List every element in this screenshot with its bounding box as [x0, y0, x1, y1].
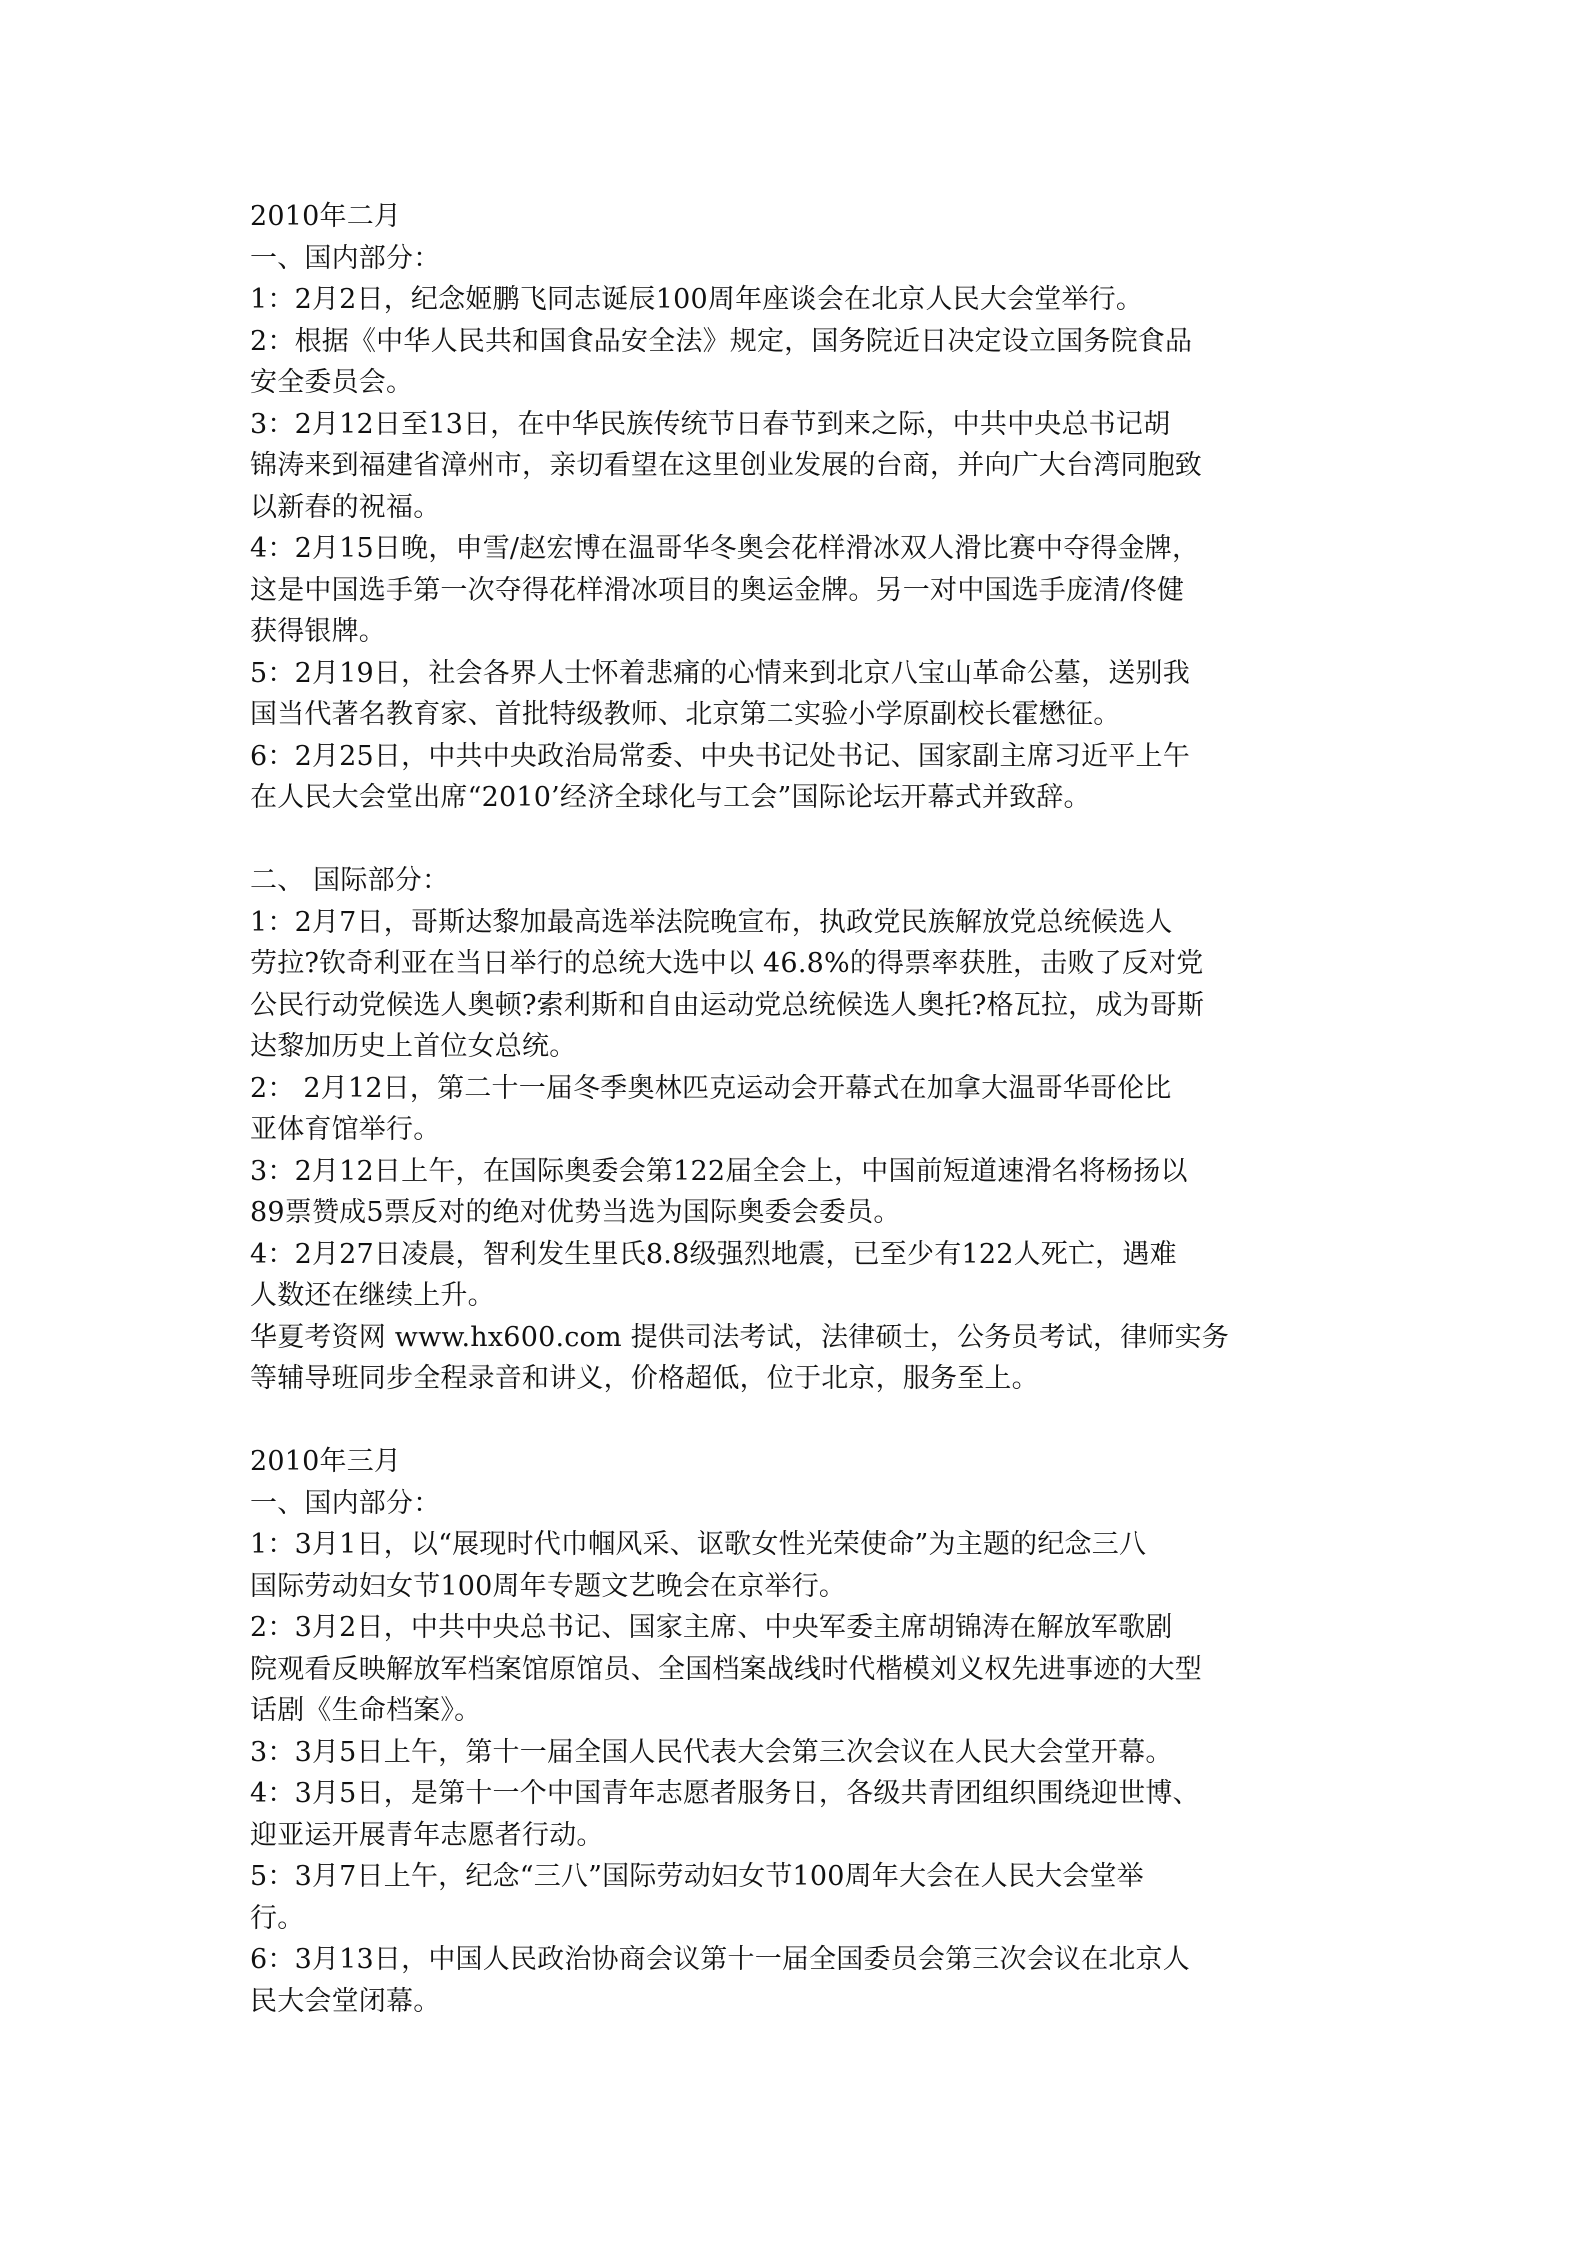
text-line: 2：3月2日，中共中央总书记、国家主席、中央军委主席胡锦涛在解放军歌剧 — [250, 1612, 1173, 1643]
text-line: 2：根据《中华人民共和国食品安全法》规定，国务院近日决定设立国务院食品 — [250, 325, 1193, 357]
text-line: 89票赞成5票反对的绝对优势当选为国际奥委会委员。 — [250, 1197, 901, 1228]
text-line: 3：3月5日上午，第十一届全国人民代表大会第三次会议在人民大会堂开幕。 — [250, 1736, 1173, 1768]
text-line: 这是中国选手第一次夺得花样滑冰项目的奥运金牌。另一对中国选手庞清/佟健 — [250, 574, 1185, 606]
text-line: 3：2月12日至13日，在中华民族传统节日春节到来之际，中共中央总书记胡 — [250, 408, 1171, 440]
text-line: 院观看反映解放军档案馆原馆员、全国档案战线时代楷模刘义权先进事迹的大型 — [250, 1653, 1202, 1685]
text-line: 一、国内部分： — [250, 1487, 441, 1519]
blank-line — [250, 1400, 1350, 1442]
text-line: 国当代著名教育家、首批特级教师、北京第二实验小学原副校长霍懋征。 — [250, 699, 1121, 730]
text-line: 获得银牌。 — [250, 616, 386, 647]
text-line: 华夏考资网 www.hx600.com 提供司法考试，法律硕士，公务员考试，律师实务 — [250, 1321, 1229, 1353]
text-line: 6：3月13日，中国人民政治协商会议第十一届全国委员会第三次会议在北京人 — [250, 1944, 1190, 1975]
text-line: 安全委员会。 — [250, 367, 414, 398]
text-line: 4：3月5日，是第十一个中国青年志愿者服务日，各级共青团组织围绕迎世博、 — [250, 1778, 1200, 1809]
text-line: 2： 2月12日，第二十一届冬季奥林匹克运动会开幕式在加拿大温哥华哥伦比 — [250, 1072, 1172, 1104]
text-line: 1：2月2日，纪念姬鹏飞同志诞辰100周年座谈会在北京人民大会堂举行。 — [250, 284, 1144, 315]
text-line: 国际劳动妇女节100周年专题文艺晚会在京举行。 — [250, 1570, 847, 1602]
text-line: 锦涛来到福建省漳州市，亲切看望在这里创业发展的台商，并向广大台湾同胞致 — [250, 450, 1202, 481]
text-line: 3：2月12日上午，在国际奥委会第122届全会上，中国前短道速滑名将杨扬以 — [250, 1155, 1188, 1187]
text-line: 劳拉?钦奇利亚在当日举行的总统大选中以 46.8%的得票率获胜，击败了反对党 — [250, 948, 1204, 979]
text-line: 一、国内部分： — [250, 242, 441, 274]
text-line: 1：3月1日，以“展现时代巾帼风采、讴歌女性光荣使命”为主题的纪念三八 — [250, 1529, 1147, 1560]
text-line: 迎亚运开展青年志愿者行动。 — [250, 1819, 604, 1851]
text-line: 2010年三月 — [250, 1446, 402, 1477]
text-line: 2010年二月 — [250, 201, 402, 232]
text-line: 公民行动党候选人奥顿?索利斯和自由运动党总统候选人奥托?格瓦拉，成为哥斯 — [250, 989, 1205, 1021]
text-line: 行。 — [250, 1902, 305, 1934]
text-line: 5：2月19日，社会各界人士怀着悲痛的心情来到北京八宝山革命公墓，送别我 — [250, 657, 1190, 689]
text-line: 在人民大会堂出席“2010’经济全球化与工会”国际论坛开幕式并致辞。 — [250, 782, 1091, 813]
text-line: 1：2月7日，哥斯达黎加最高选举法院晚宣布，执政党民族解放党总统候选人 — [250, 906, 1173, 938]
text-line: 等辅导班同步全程录音和讲义，价格超低，位于北京，服务至上。 — [250, 1363, 1039, 1394]
text-line: 二、 国际部分： — [250, 865, 450, 896]
text-line: 话剧《生命档案》。 — [250, 1695, 482, 1726]
text-line: 亚体育馆举行。 — [250, 1114, 441, 1145]
text-line: 4：2月27日凌晨，智利发生里氏8.8级强烈地震，已至少有122人死亡，遇难 — [250, 1238, 1177, 1270]
text-line: 6：2月25日，中共中央政治局常委、中央书记处书记、国家副主席习近平上午 — [250, 740, 1190, 772]
text-line: 达黎加历史上首位女总统。 — [250, 1031, 577, 1062]
text-line: 民大会堂闭幕。 — [250, 1985, 441, 2017]
text-line: 以新春的祝福。 — [250, 491, 441, 523]
document-body — [250, 196, 1350, 2022]
blank-line — [250, 819, 1350, 861]
text-line: 人数还在继续上升。 — [250, 1280, 495, 1311]
text-line: 5：3月7日上午，纪念“三八”国际劳动妇女节100周年大会在人民大会堂举 — [250, 1861, 1144, 1892]
text-line: 4：2月15日晚，申雪/赵宏博在温哥华冬奥会花样滑冰双人滑比赛中夺得金牌， — [250, 533, 1200, 564]
